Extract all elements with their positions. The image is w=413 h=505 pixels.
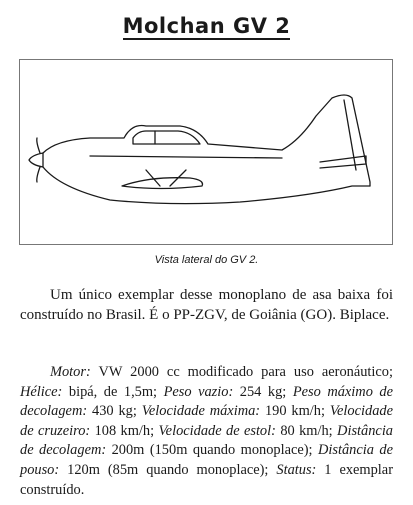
spec-label-motor: Motor:	[50, 364, 91, 380]
spec-value-peso-vazio: 254 kg;	[233, 383, 293, 400]
figure-caption: Vista lateral do GV 2.	[154, 254, 259, 266]
spec-label-peso-vazio: Peso vazio:	[163, 383, 234, 400]
page-title-text: Molchan GV 2	[122, 14, 291, 38]
spec-value-velocidade-maxima: 190 km/h;	[260, 403, 330, 420]
fuselage-lower	[43, 167, 370, 204]
spec-value-motor: VW 2000 cc modificado para uso aeronáutico;	[90, 364, 393, 380]
aircraft-side-view-figure	[19, 59, 393, 245]
tailplane	[320, 156, 366, 168]
spec-label-velocidade-cruzeiro: Velocidade de cruzeiro:	[20, 403, 393, 439]
aircraft-side-view-drawing	[20, 60, 394, 246]
propeller-blade	[37, 138, 40, 182]
spec-label-velocidade-estol: Velocidade de estol:	[158, 422, 276, 439]
spec-value-distancia-pouso: 120m (85m quando monoplace);	[59, 461, 277, 478]
spec-label-helice: Hélice:	[20, 383, 63, 400]
page-title	[0, 14, 413, 38]
spec-value-peso-maximo: 430 kg;	[87, 403, 142, 420]
spec-value-distancia-decolagem: 200m (150m quando monoplace);	[106, 442, 318, 459]
fuselage-upper	[43, 95, 370, 186]
canopy	[133, 131, 200, 144]
spec-value-velocidade-cruzeiro: 108 km/h;	[90, 422, 159, 439]
spec-label-peso-maximo: Peso máximo de decolagem:	[20, 383, 393, 420]
spec-value-helice: bipá, de 1,5m;	[62, 383, 164, 400]
specs-paragraph	[20, 363, 393, 500]
intro-paragraph: Um único exemplar desse monoplano de asa baixa foi construído no Brasil. É o PP-ZGV, de Goiânia (GO). Biplace.	[20, 287, 393, 323]
wing	[122, 178, 203, 189]
spec-value-status: 1 exemplar construído.	[20, 461, 393, 498]
spec-label-distancia-pouso: Distância de pouso:	[20, 442, 393, 478]
fuselage-detail	[90, 156, 282, 158]
propeller-spinner	[29, 153, 43, 167]
spec-label-velocidade-maxima: Velocidade máxima:	[141, 403, 261, 420]
spec-label-status: Status:	[276, 461, 317, 478]
spec-label-distancia-decolagem: Distância de decolagem:	[20, 422, 394, 459]
spec-value-velocidade-estol: 80 km/h;	[275, 422, 338, 439]
